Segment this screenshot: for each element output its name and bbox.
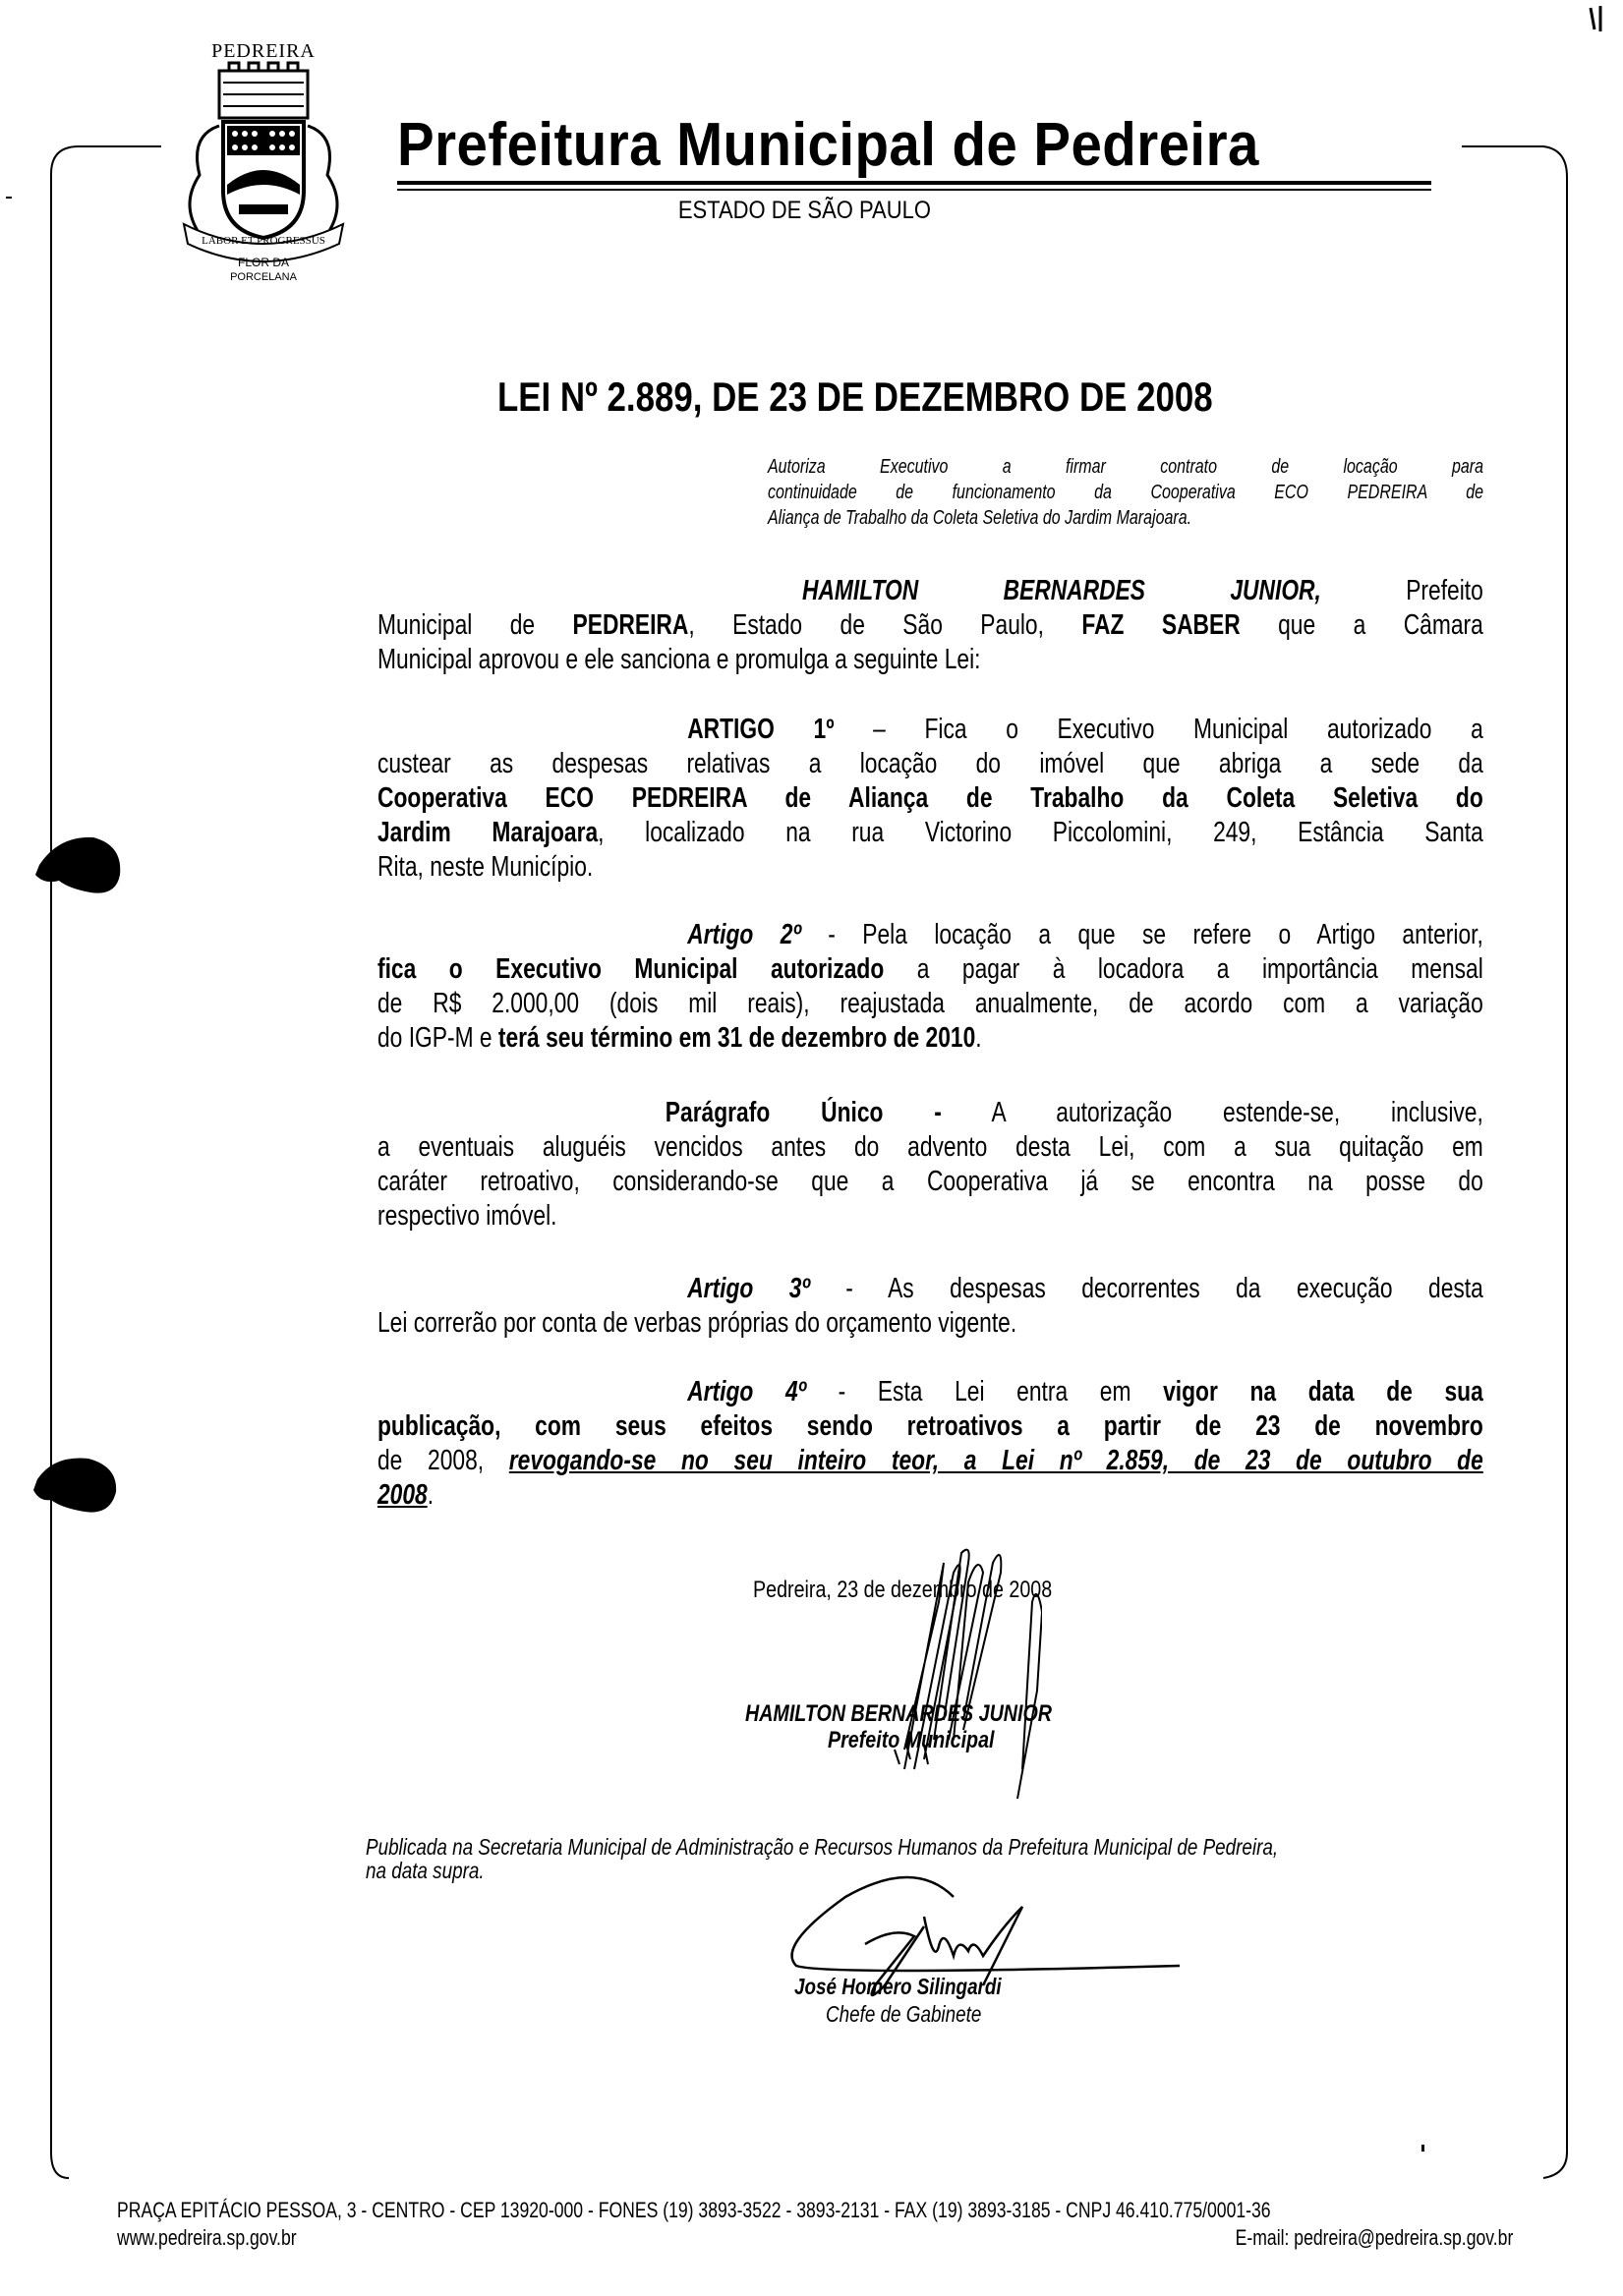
text-segment: - Pela locação a que se refere o Artigo anterior, [800,919,1483,950]
text-segment: PEDREIRA [572,609,689,641]
text-segment: que a Câmara [1240,609,1483,641]
header-divider [397,189,1431,191]
text-line [377,1444,1483,1478]
text-segment: Municipal aprovou e ele sanciona e promulga a seguinte Lei: [377,644,981,675]
text-line [377,1130,1483,1165]
text-line [377,643,1483,677]
text-line [377,1375,1483,1409]
mayor-signature [845,1543,1042,1799]
text-line [377,816,1483,850]
text-line [377,1199,1483,1234]
text-segment: custear as despesas relativas a locação do imóvel que abriga a sede da [377,748,1483,779]
header-divider [397,181,1431,185]
law-title: LEI Nº 2.889, DE 23 DE DEZEMBRO DE 2008 [497,373,1213,420]
text-segment: . [975,1022,982,1054]
text-segment: caráter retroativo, considerando-se que a Cooperativa já se encontra na posse do [377,1166,1483,1197]
text-segment: Artigo 3º [687,1273,810,1304]
text-line [377,574,1483,608]
summary-line: Aliança de Trabalho da Coleta Seletiva do Jardim Marajoara. [768,507,1192,529]
place-date: Pedreira, 23 de dezembro de 2008 [753,1577,1053,1603]
text-segment: ARTIGO 1º [687,714,835,745]
text-line [377,952,1483,987]
text-segment: FAZ SABER [1081,609,1241,641]
text-line [377,608,1483,643]
mayor-name: HAMILTON BERNARDES JUNIOR [745,1700,1052,1727]
logo-bottom-text: FLOR DA [237,256,290,269]
text-segment: HAMILTON BERNARDES JUNIOR, [802,575,1321,606]
text-line [377,1096,1483,1130]
text-segment: - Esta Lei entra em [805,1376,1164,1407]
text-segment: terá seu término em 31 de dezembro de 2010 [497,1022,976,1054]
text-segment: vigor na data de sua [1163,1376,1483,1407]
text-segment: Artigo 4º [687,1376,806,1407]
text-segment: Artigo 2º [687,919,801,950]
text-line [377,987,1483,1021]
text-line [377,1165,1483,1199]
text-line [377,781,1483,816]
text-line [377,713,1483,747]
text-segment: A autorização estende-se, inclusive, [941,1097,1483,1128]
article-1-paragraph [377,713,1483,885]
mayor-role: Prefeito Municipal [828,1727,995,1753]
text-line [377,1021,1483,1056]
footer-email-link[interactable]: E-mail: pedreira@pedreira.sp.gov.br [1235,2225,1513,2250]
article-2-paragraph [377,918,1483,1056]
publication-note-2: na data supra. [366,1858,485,1883]
punch-hole-icon [33,1458,116,1512]
text-segment: , localizado na rua Victorino Piccolomini, 249, Estância Santa [598,817,1483,848]
text-segment: fica o Executivo Municipal autorizado [377,953,885,985]
text-segment: . [427,1479,435,1511]
text-segment: - As despesas decorrentes da execução desta [809,1273,1483,1304]
text-segment: respectivo imóvel. [377,1200,557,1232]
chief-role: Chefe de Gabinete [826,2001,982,2027]
text-segment: a pagar à locadora a importância mensal [884,953,1483,985]
summary-line: Autoriza Executivo a firmar contrato de locação para [768,456,1483,478]
preamble-paragraph [377,574,1483,677]
footer-website-link[interactable]: www.pedreira.sp.gov.br [117,2225,297,2250]
text-segment: – Fica o Executivo Municipal autorizado a [834,714,1483,745]
text-line [377,1306,1483,1341]
text-line [377,1478,1483,1513]
text-segment: publicação, com seus efeitos sendo retroativos a partir de 23 de novembro [377,1410,1483,1442]
text-segment: Municipal de [377,609,573,641]
law-summary [768,454,1483,531]
chief-name: José Homero Silingardi [794,1974,1002,1999]
text-segment: Rita, neste Município. [377,851,594,883]
text-segment: revogando-se no seu inteiro teor, a Lei nº 2.859, de 23 de outubro de [508,1445,1483,1476]
publication-note: Publicada na Secretaria Municipal de Administração e Recursos Humanos da Prefeitura Municipal de Pedreira, [366,1834,1279,1860]
text-segment: Lei correrão por conta de verbas próprias do orçamento vigente. [377,1307,1017,1339]
article-3-paragraph [377,1272,1483,1341]
sole-paragraph [377,1096,1483,1234]
footer-address: PRAÇA EPITÁCIO PESSOA, 3 - CENTRO - CEP 13920-000 - FONES (19) 3893-3522 - 3893-2131 - FAX (19) 3893-3185 - CNPJ 46.410.775/0001-36 [117,2198,1271,2222]
text-segment: Parágrafo Único - [665,1097,942,1128]
text-line [377,850,1483,885]
page-title: Prefeitura Municipal de Pedreira [397,111,1259,179]
text-segment: 2008 [377,1479,428,1511]
text-segment: de 2008, [377,1445,509,1476]
text-segment: do IGP-M e [377,1022,498,1054]
text-segment: Jardim Marajoara [377,817,599,848]
text-line [377,747,1483,781]
logo-top-text: PEDREIRA [211,40,316,62]
text-segment: a eventuais aluguéis vencidos antes do advento desta Lei, com a sua quitação em [377,1131,1483,1163]
text-line [377,1272,1483,1306]
logo-motto: LABOR ET PROGRESSUS [202,235,325,247]
summary-line: continuidade de funcionamento da Cooperativa ECO PEDREIRA de [768,482,1483,503]
text-segment: , Estado de São Paulo, [688,609,1082,641]
header-subtitle: ESTADO DE SÃO PAULO [677,197,931,224]
scan-mark [1591,6,1600,31]
logo-bottom-text-2: PORCELANA [230,271,297,283]
text-line [377,1409,1483,1444]
text-segment: Prefeito [1320,575,1483,606]
text-segment: de R$ 2.000,00 (dois mil reais), reajustada anualmente, de acordo com a variação [377,988,1483,1019]
article-4-paragraph [377,1375,1483,1513]
text-line [377,918,1483,952]
text-segment: Cooperativa ECO PEDREIRA de Aliança de Trabalho da Coleta Seletiva do [377,782,1483,814]
coat-of-arms-logo [162,37,364,283]
punch-hole-icon [35,837,120,893]
